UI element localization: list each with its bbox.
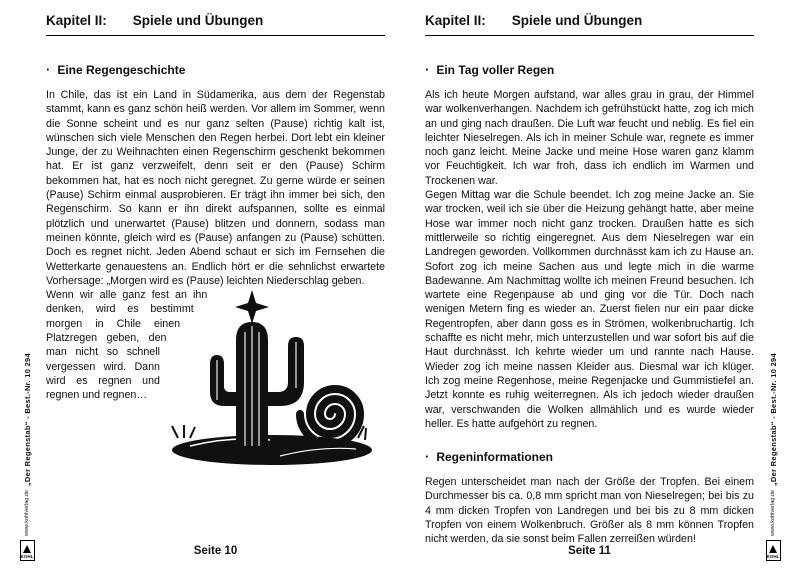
rain-day-paragraph-2: Gegen Mittag war die Schule beendet. Ich zog meine Jacke an. Sie war trocken, weil ich sie über die Heizung gehängt hatte, aber meine Hose war immer noch nicht ganz trocken. Draußen hatte es sich mittlerweile so richtig eingeregnet. Aus dem Nieselregen war ein Landregen geworden. Vollkommen durchnässt kam ich zu Hause an. Sofort zog ich meine Sachen aus und legte mich in die warme Badewanne. Am Nachmittag wollte ich meinen Freund besuchen. Ich wartete eine Regenpause ab und ging vor die Tür. Doch nach wenigen Metern fing es wieder an. Zuerst fielen nur ein paar dicke Regentropfen, aber dann goss es in Strömen, wolkenbruchartig. Ich schaffte es nicht mehr, mich unterzustellen und war sofort bis auf die Haut durchnässt. Ich kehrte wieder um und rannte nach Hause. Wieder zog ich meine nassen Kleider aus. Diesmal war ich klüger. Ich zog meine Regenhose, meine Regenjacke und Gummistiefel an. Jetzt konnte es ruhig weiterregnen. Als ich jedoch wieder draußen war, verschwanden die Wolken allmählich und es wurde wieder heller. Es hatte aufgehört zu regnen. [425, 189, 754, 430]
spine-website: www.kohlverlag.de [24, 490, 30, 536]
section-heading-tag-voller-regen [425, 62, 754, 77]
chapter-title: Spiele und Übungen [132, 13, 264, 28]
tree-icon [769, 545, 777, 553]
logo-text: KOHL [766, 554, 780, 559]
right-spine [760, 353, 786, 561]
rain-info-paragraph: Regen unterscheidet man nach der Größe der Tropfen. Bei einem Durchmesser bis ca. 0,8 mm spricht man von Nieselregen; bei bis zu 4 mm dicken Tropfen von Landregen und bei bis zu 8 mm dicken Tropfen von einem Wolkenbruch. Größer als 8 mm können Tropfen nicht werden, da sie sonst beim Fallen zerreißen würden! [425, 476, 754, 546]
page-number-left: Seite 10 [193, 545, 238, 557]
spine-website: www.kohlverlag.de [770, 490, 776, 536]
section-heading-regeninformationen [425, 449, 754, 464]
rain-day-paragraph-1: Als ich heute Morgen aufstand, war alles grau in grau, der Himmel war wolkenverhangen. Nachdem ich gefrühstückt hatte, zog ich mich an und ging nach draußen. Die Luft war feucht und neblig. Es fiel ein leichter Nieselregen. Als ich in meiner Schule war, regnete es immer noch ganz leicht. Meine Jacke und meine Hose waren ganz klamm vor Feuchtigkeit. Ich war froh, dass ich endlich im Warmen und Trockenen war. [425, 89, 754, 187]
kohl-verlag-logo [20, 540, 35, 561]
bullet-icon: · [425, 449, 430, 465]
bullet-icon: · [46, 62, 51, 77]
logo-text: KOHL [20, 554, 34, 559]
page-right [400, 0, 800, 571]
right-page-content [425, 0, 754, 571]
section-heading-label: Ein Tag voller Regen [436, 63, 555, 77]
chapter-label: Kapitel II: [46, 13, 107, 28]
cactus-snail-drawing [160, 288, 385, 468]
story-wrap-block [46, 288, 385, 402]
left-page-header [46, 0, 385, 36]
right-page-header [425, 0, 754, 36]
left-spine [14, 353, 40, 561]
spine-book-label: „Der Regenstab“ - Best.-Nr. 10 294 [768, 352, 778, 487]
tree-icon [23, 545, 31, 553]
left-page-content [46, 0, 385, 571]
cactus-snail-illustration [160, 288, 385, 468]
chapter-label: Kapitel II: [425, 13, 486, 28]
story-paragraph-2: Wenn wir alle ganz fest an ihn denken, wird es bestimmt morgen in Chile einen Platzregen geben, den man nicht so schnell vergessen wird. Dann wird es regnen und regnen und regnen… [46, 289, 208, 402]
kohl-verlag-logo [766, 540, 781, 561]
bullet-icon: · [425, 62, 430, 77]
chapter-title: Spiele und Übungen [511, 13, 643, 28]
spine-book-label: „Der Regenstab“ - Best.-Nr. 10 294 [22, 352, 32, 487]
story-paragraph-1: In Chile, das ist ein Land in Südamerika, aus dem der Regenstab stammt, kann es ganz schön heiß werden. Vor allem im Sommer, wenn die Sonne scheint und es nur ganz selten (Pause) richtig kalt ist, wünschen sich viele Menschen den Regen herbei. Dort lebt ein kleiner Junge, der zu Weihnachten einen Regenschirm geschenkt bekommen hat. Er ist ganz verzweifelt, denn seit er den (Pause) Schirm bekommen hat, hat es noch nicht geregnet. Zu gerne würde er seinen (Pause) Schirm einmal ausprobieren. Er trägt ihn immer bei sich, den Regenschirm. So kann er ihn direkt aufspannen, sollte es einmal plötzlich und unerwartet (Pause) blitzen und donnern, sodass man meinen könnte, gleich wird es (Pause) anfangen zu (Pause) schütten. Doch es regnet nicht. Jeden Abend schaut er sich im Fernsehen die Wetterkarte genauestens an. Endlich hört er die sehnlichst erwartete Vorhersage: „Morgen wird es (Pause) leichten Niederschlag geben. [46, 89, 385, 287]
page-number-right: Seite 11 [568, 545, 611, 557]
section-heading-label: Eine Regengeschichte [57, 63, 186, 77]
section-heading-label: Regeninformationen [436, 450, 554, 465]
section-heading-regengeschichte [46, 62, 385, 77]
